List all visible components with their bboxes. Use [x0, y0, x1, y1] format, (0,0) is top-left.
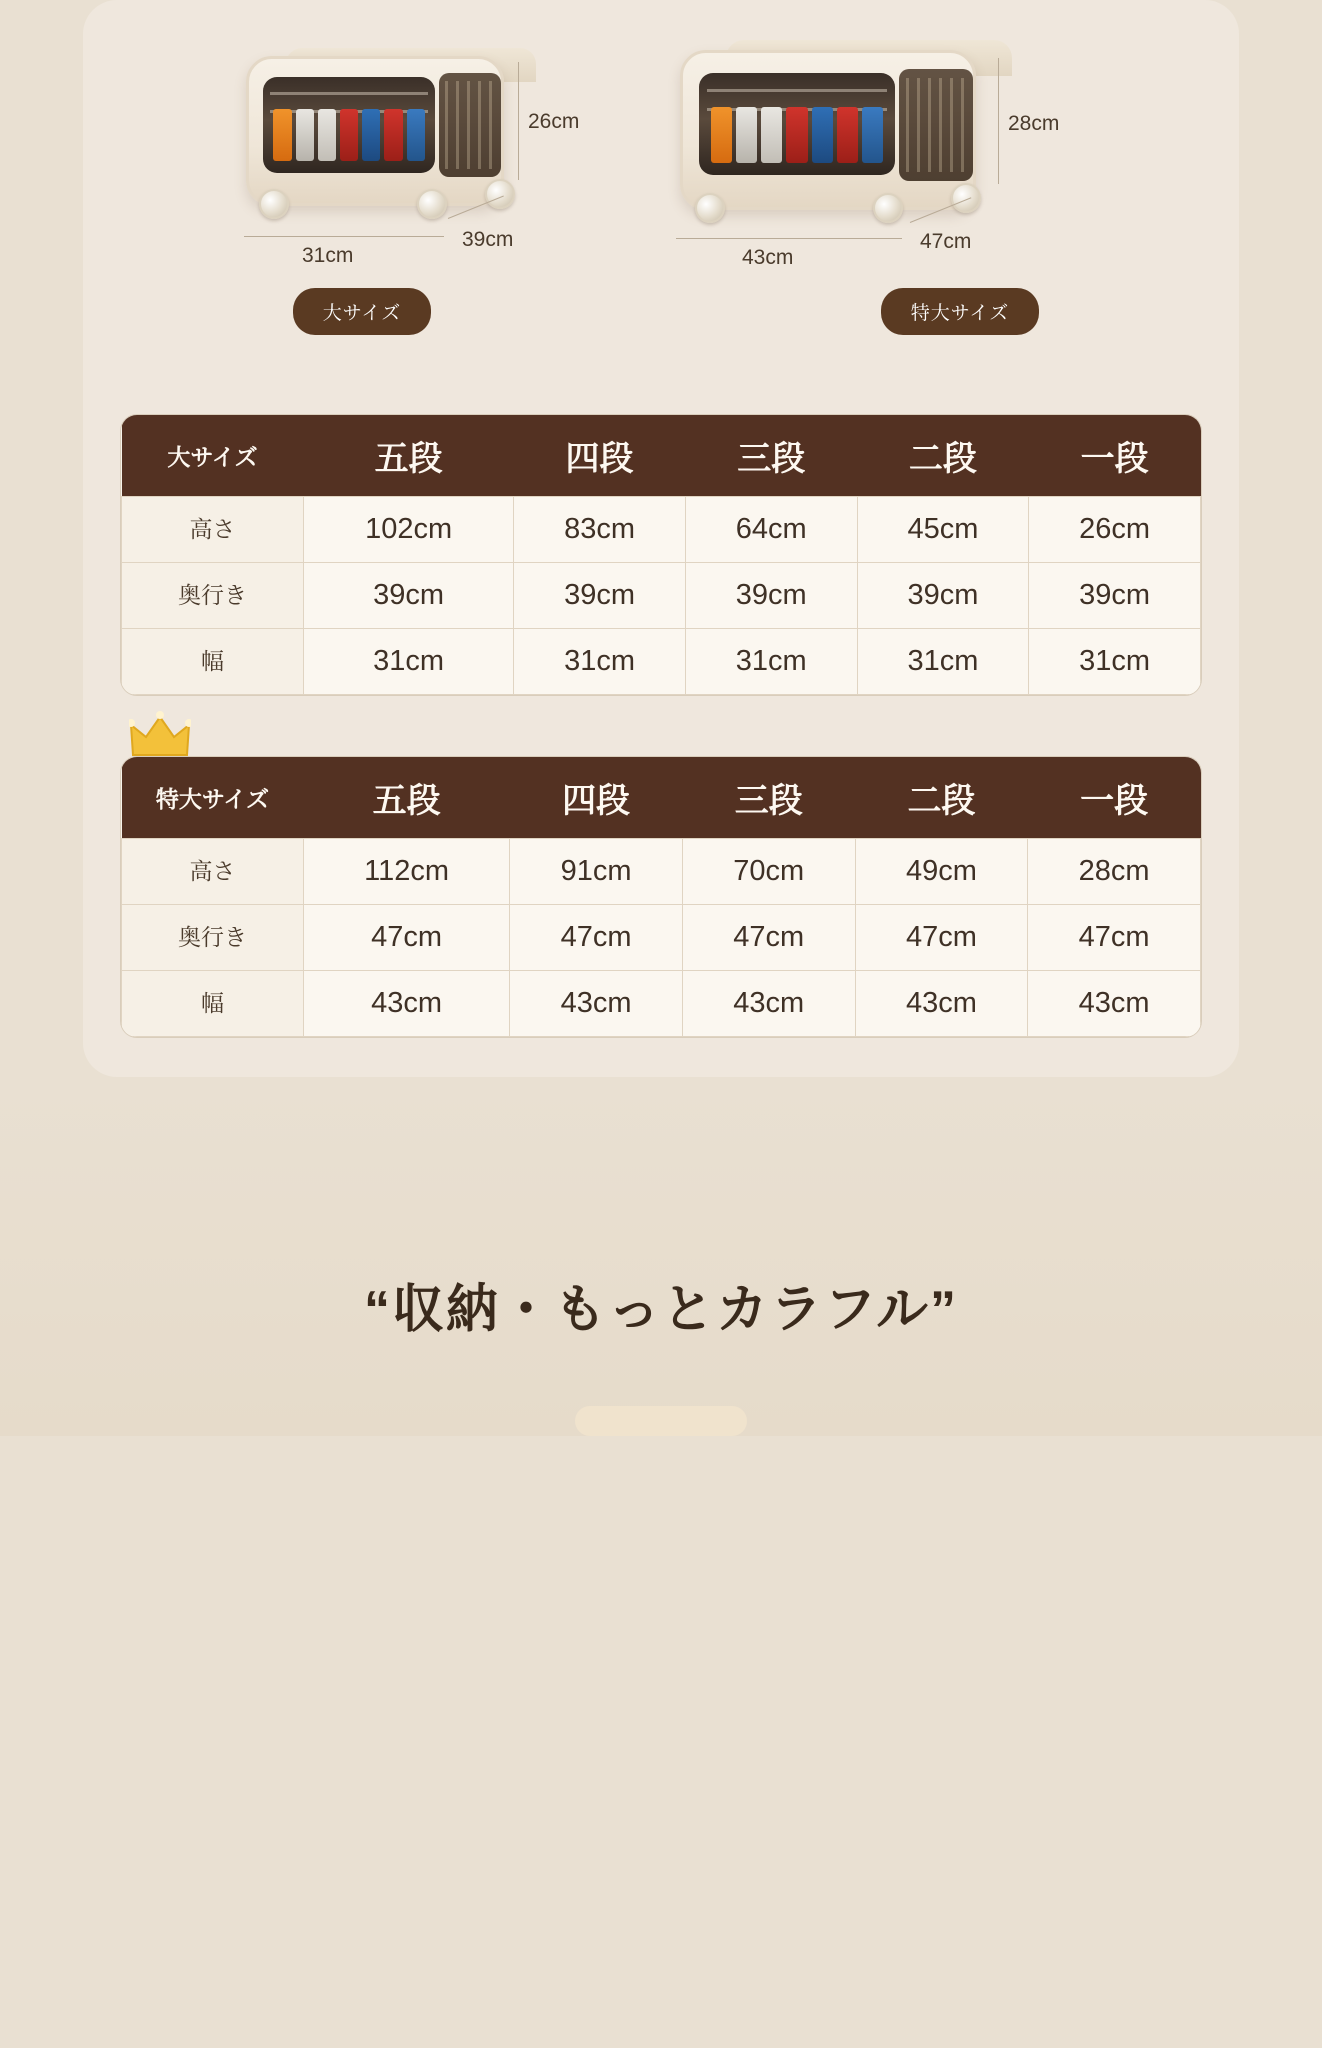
column-header: 二段 [857, 415, 1029, 497]
caster-wheel [695, 193, 725, 223]
table-cell: 31cm [1029, 629, 1201, 695]
table-cell: 39cm [685, 563, 857, 629]
extra-large-size-table-wrap [121, 757, 1201, 1037]
table-cell: 83cm [514, 497, 686, 563]
height-dim-line [998, 58, 999, 184]
table-cell: 28cm [1028, 839, 1201, 905]
table-row [122, 839, 1201, 905]
column-header: 四段 [514, 415, 686, 497]
caster-wheel [873, 193, 903, 223]
row-header: 幅 [122, 971, 304, 1037]
extra-large-size-illustration [666, 32, 1096, 282]
table-cell: 31cm [514, 629, 686, 695]
table-cell: 47cm [304, 905, 510, 971]
table-corner-label: 大サイズ [122, 415, 304, 497]
table-header-row [122, 415, 1201, 497]
column-header: 五段 [304, 415, 514, 497]
section-headline: “収納・もっとカラフル” [364, 1281, 958, 1339]
large-size-table [121, 415, 1201, 695]
table-corner-label: 特大サイズ [122, 757, 304, 839]
table-cell: 31cm [685, 629, 857, 695]
beverage-cans [711, 107, 884, 163]
column-header: 一段 [1029, 415, 1201, 497]
extra-large-pill-slot [681, 288, 1239, 335]
table-cell: 47cm [682, 905, 855, 971]
width-dim-line [676, 238, 902, 239]
table-cell: 43cm [682, 971, 855, 1037]
extra-large-box-side-panel [899, 69, 973, 181]
decorative-chip [575, 1406, 747, 1436]
extra-large-size-table [121, 757, 1201, 1037]
table-cell: 43cm [855, 971, 1028, 1037]
large-height-label: 26cm [528, 110, 580, 133]
table-row [122, 629, 1201, 695]
table-cell: 70cm [682, 839, 855, 905]
table-cell: 43cm [1028, 971, 1201, 1037]
large-depth-label: 39cm [462, 228, 514, 251]
table-cell: 39cm [1029, 563, 1201, 629]
column-header: 三段 [685, 415, 857, 497]
table-cell: 49cm [855, 839, 1028, 905]
bottom-section [0, 1077, 1322, 1436]
height-dim-line [518, 62, 519, 180]
row-header: 幅 [122, 629, 304, 695]
extra-large-depth-label: 47cm [920, 230, 972, 253]
table-cell: 39cm [514, 563, 686, 629]
extra-large-height-label: 28cm [1008, 112, 1060, 135]
large-width-label: 31cm [302, 244, 354, 267]
table-cell: 91cm [510, 839, 683, 905]
extra-large-size-pill[interactable]: 特大サイズ [881, 288, 1039, 335]
table-header-row [122, 757, 1201, 839]
large-box-window [263, 77, 435, 173]
large-size-illustration [226, 32, 626, 282]
row-header: 高さ [122, 839, 304, 905]
width-dim-line [244, 236, 444, 237]
table-cell: 64cm [685, 497, 857, 563]
table-cell: 31cm [304, 629, 514, 695]
large-box-side-panel [439, 73, 501, 177]
column-header: 五段 [304, 757, 510, 839]
table-cell: 47cm [855, 905, 1028, 971]
caster-wheel [485, 179, 515, 209]
table-cell: 102cm [304, 497, 514, 563]
large-size-pill[interactable]: 大サイズ [293, 288, 431, 335]
table-row [122, 497, 1201, 563]
caster-wheel [259, 189, 289, 219]
column-header: 四段 [510, 757, 683, 839]
row-header: 奥行き [122, 905, 304, 971]
table-cell: 43cm [510, 971, 683, 1037]
table-row [122, 905, 1201, 971]
table-cell: 39cm [857, 563, 1029, 629]
table-cell: 39cm [304, 563, 514, 629]
extra-large-box-graphic [680, 50, 976, 210]
row-header: 奥行き [122, 563, 304, 629]
table-row [122, 563, 1201, 629]
table-cell: 45cm [857, 497, 1029, 563]
product-illustrations [83, 10, 1239, 282]
extra-large-box-window [699, 73, 895, 175]
large-box-graphic [246, 56, 504, 206]
row-header: 高さ [122, 497, 304, 563]
table-cell: 47cm [1028, 905, 1201, 971]
large-pill-slot [83, 288, 641, 335]
extra-large-width-label: 43cm [742, 246, 794, 269]
table-cell: 26cm [1029, 497, 1201, 563]
column-header: 一段 [1028, 757, 1201, 839]
spec-card [83, 0, 1239, 1077]
beverage-cans [273, 109, 424, 162]
table-cell: 112cm [304, 839, 510, 905]
column-header: 三段 [682, 757, 855, 839]
caster-wheel [417, 189, 447, 219]
crown-icon [129, 711, 191, 759]
table-cell: 47cm [510, 905, 683, 971]
table-cell: 43cm [304, 971, 510, 1037]
large-size-table-wrap [121, 415, 1201, 695]
size-pill-row [83, 288, 1239, 335]
column-header: 二段 [855, 757, 1028, 839]
table-row [122, 971, 1201, 1037]
table-cell: 31cm [857, 629, 1029, 695]
